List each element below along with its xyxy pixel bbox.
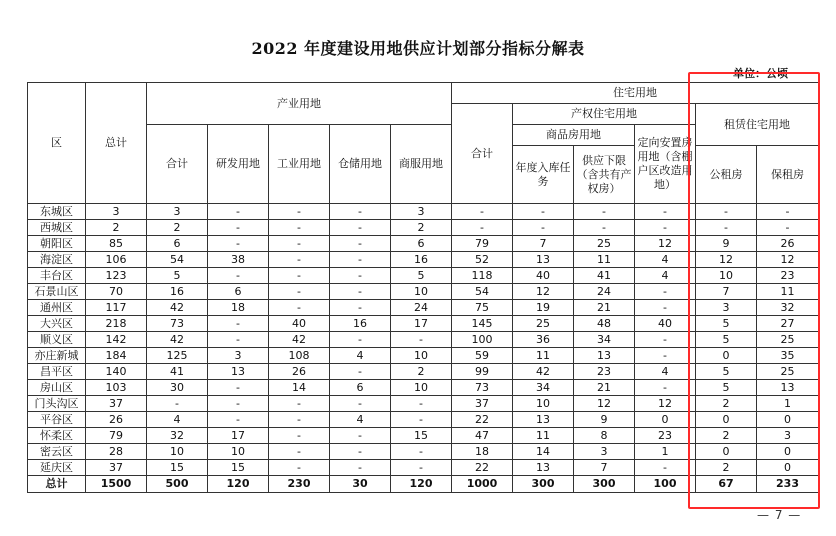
cell-factory: - [269, 236, 330, 252]
cell-annual-task: 300 [513, 476, 574, 493]
cell-resettlement: 4 [635, 252, 696, 268]
cell-storage: - [330, 236, 391, 252]
header-residential: 住宅用地 [452, 83, 819, 104]
cell-total: 142 [86, 332, 147, 348]
cell-factory: - [269, 220, 330, 236]
table-row [28, 332, 819, 348]
cell-factory: - [269, 396, 330, 412]
cell-affordable-rental: 23 [757, 268, 819, 284]
cell-factory: - [269, 300, 330, 316]
header-district: 区 [28, 83, 86, 204]
cell-ind-subtotal: 54 [147, 252, 208, 268]
cell-commercial: - [391, 332, 452, 348]
table-body [28, 204, 819, 493]
cell-district: 昌平区 [28, 364, 86, 380]
cell-total: 37 [86, 396, 147, 412]
cell-ind-subtotal: 32 [147, 428, 208, 444]
cell-total: 2 [86, 220, 147, 236]
cell-storage: - [330, 460, 391, 476]
cell-affordable-rental: 27 [757, 316, 819, 332]
cell-storage: 16 [330, 316, 391, 332]
cell-res-subtotal: 118 [452, 268, 513, 284]
header-affordable-rental: 保租房 [757, 146, 819, 204]
cell-annual-task: - [513, 204, 574, 220]
cell-supply-limit: 21 [574, 380, 635, 396]
cell-annual-task: 13 [513, 460, 574, 476]
land-supply-table [27, 82, 819, 493]
cell-resettlement: 12 [635, 236, 696, 252]
header-factory: 工业用地 [269, 125, 330, 204]
cell-factory: 26 [269, 364, 330, 380]
cell-district: 顺义区 [28, 332, 86, 348]
cell-affordable-rental: - [757, 204, 819, 220]
cell-commercial: 24 [391, 300, 452, 316]
table-row [28, 284, 819, 300]
cell-ind-subtotal: 10 [147, 444, 208, 460]
cell-annual-task: 11 [513, 348, 574, 364]
cell-ind-subtotal: 42 [147, 332, 208, 348]
cell-district: 海淀区 [28, 252, 86, 268]
cell-res-subtotal: 37 [452, 396, 513, 412]
cell-rd: 13 [208, 364, 269, 380]
cell-supply-limit: 21 [574, 300, 635, 316]
cell-res-subtotal: 1000 [452, 476, 513, 493]
cell-total: 79 [86, 428, 147, 444]
cell-annual-task: 36 [513, 332, 574, 348]
cell-storage: - [330, 284, 391, 300]
cell-affordable-rental: 25 [757, 332, 819, 348]
cell-ind-subtotal: 42 [147, 300, 208, 316]
cell-total: 26 [86, 412, 147, 428]
cell-rd: 17 [208, 428, 269, 444]
cell-factory: 40 [269, 316, 330, 332]
cell-storage: 4 [330, 348, 391, 364]
cell-district: 门头沟区 [28, 396, 86, 412]
cell-factory: - [269, 428, 330, 444]
cell-ind-subtotal: 6 [147, 236, 208, 252]
cell-district: 平谷区 [28, 412, 86, 428]
cell-affordable-rental: 1 [757, 396, 819, 412]
header-commodity: 商品房用地 [513, 125, 635, 146]
cell-annual-task: 19 [513, 300, 574, 316]
cell-annual-task: 12 [513, 284, 574, 300]
cell-public-rental: 5 [696, 364, 757, 380]
cell-public-rental: 5 [696, 316, 757, 332]
table-row [28, 300, 819, 316]
cell-factory: - [269, 412, 330, 428]
cell-district: 怀柔区 [28, 428, 86, 444]
table-row [28, 268, 819, 284]
table-row [28, 220, 819, 236]
cell-annual-task: 10 [513, 396, 574, 412]
cell-res-subtotal: 18 [452, 444, 513, 460]
cell-total: 103 [86, 380, 147, 396]
cell-district: 亦庄新城 [28, 348, 86, 364]
table-row [28, 252, 819, 268]
cell-commercial: 2 [391, 220, 452, 236]
cell-supply-limit: - [574, 220, 635, 236]
cell-total: 28 [86, 444, 147, 460]
cell-annual-task: 13 [513, 412, 574, 428]
cell-res-subtotal: 52 [452, 252, 513, 268]
header-rental: 租赁住宅用地 [696, 104, 819, 146]
cell-annual-task: 13 [513, 252, 574, 268]
cell-factory: - [269, 284, 330, 300]
cell-commercial: 10 [391, 284, 452, 300]
cell-rd: 120 [208, 476, 269, 493]
cell-resettlement: 4 [635, 268, 696, 284]
header-resettlement: 定向安置房用地（含棚户区改造用地） [635, 125, 696, 204]
cell-res-subtotal: - [452, 220, 513, 236]
cell-affordable-rental: 12 [757, 252, 819, 268]
cell-public-rental: 3 [696, 300, 757, 316]
header-public-rental: 公租房 [696, 146, 757, 204]
cell-public-rental: - [696, 204, 757, 220]
table-row [28, 396, 819, 412]
header-commercial: 商服用地 [391, 125, 452, 204]
cell-supply-limit: 41 [574, 268, 635, 284]
cell-storage: 4 [330, 412, 391, 428]
cell-res-subtotal: 59 [452, 348, 513, 364]
cell-public-rental: 9 [696, 236, 757, 252]
table-row [28, 236, 819, 252]
cell-affordable-rental: 0 [757, 444, 819, 460]
cell-public-rental: 2 [696, 460, 757, 476]
cell-rd: 3 [208, 348, 269, 364]
cell-annual-task: 11 [513, 428, 574, 444]
cell-public-rental: 5 [696, 332, 757, 348]
cell-ind-subtotal: 5 [147, 268, 208, 284]
cell-storage: - [330, 268, 391, 284]
header-industrial: 产业用地 [147, 83, 452, 125]
cell-public-rental: 0 [696, 348, 757, 364]
cell-total: 117 [86, 300, 147, 316]
cell-commercial: - [391, 396, 452, 412]
cell-resettlement: 4 [635, 364, 696, 380]
cell-resettlement: - [635, 204, 696, 220]
cell-commercial: 2 [391, 364, 452, 380]
cell-resettlement: 1 [635, 444, 696, 460]
header-property-rights: 产权住宅用地 [513, 104, 696, 125]
cell-ind-subtotal: 4 [147, 412, 208, 428]
cell-res-subtotal: 79 [452, 236, 513, 252]
cell-supply-limit: 24 [574, 284, 635, 300]
cell-factory: - [269, 268, 330, 284]
table-row [28, 364, 819, 380]
cell-rd: - [208, 220, 269, 236]
cell-commercial: 10 [391, 348, 452, 364]
cell-total: 123 [86, 268, 147, 284]
cell-total: 85 [86, 236, 147, 252]
cell-res-subtotal: 145 [452, 316, 513, 332]
cell-ind-subtotal: 500 [147, 476, 208, 493]
cell-annual-task: 40 [513, 268, 574, 284]
cell-resettlement: 40 [635, 316, 696, 332]
cell-resettlement: - [635, 460, 696, 476]
cell-res-subtotal: 54 [452, 284, 513, 300]
cell-supply-limit: 9 [574, 412, 635, 428]
cell-rd: 38 [208, 252, 269, 268]
cell-supply-limit: 13 [574, 348, 635, 364]
cell-resettlement: - [635, 348, 696, 364]
page-title: 2022 年度建设用地供应计划部分指标分解表 [251, 39, 585, 58]
cell-public-rental: 0 [696, 444, 757, 460]
cell-annual-task: 34 [513, 380, 574, 396]
table-row [28, 476, 819, 493]
cell-storage: 30 [330, 476, 391, 493]
cell-resettlement: - [635, 220, 696, 236]
cell-supply-limit: 300 [574, 476, 635, 493]
cell-supply-limit: 12 [574, 396, 635, 412]
cell-res-subtotal: 73 [452, 380, 513, 396]
cell-commercial: 16 [391, 252, 452, 268]
cell-district: 密云区 [28, 444, 86, 460]
cell-rd: 18 [208, 300, 269, 316]
cell-rd: - [208, 412, 269, 428]
cell-supply-limit: 25 [574, 236, 635, 252]
cell-res-subtotal: - [452, 204, 513, 220]
cell-total: 106 [86, 252, 147, 268]
cell-total: 3 [86, 204, 147, 220]
cell-factory: - [269, 252, 330, 268]
cell-total: 70 [86, 284, 147, 300]
cell-commercial: 5 [391, 268, 452, 284]
cell-storage: - [330, 444, 391, 460]
cell-affordable-rental: 11 [757, 284, 819, 300]
cell-district: 房山区 [28, 380, 86, 396]
cell-resettlement: - [635, 300, 696, 316]
header-storage: 仓储用地 [330, 125, 391, 204]
table-row [28, 460, 819, 476]
cell-res-subtotal: 75 [452, 300, 513, 316]
cell-affordable-rental: 13 [757, 380, 819, 396]
cell-public-rental: 12 [696, 252, 757, 268]
cell-storage: - [330, 204, 391, 220]
cell-rd: 6 [208, 284, 269, 300]
cell-commercial: 3 [391, 204, 452, 220]
cell-resettlement: 100 [635, 476, 696, 493]
cell-supply-limit: 23 [574, 364, 635, 380]
cell-public-rental: 10 [696, 268, 757, 284]
cell-rd: - [208, 380, 269, 396]
cell-commercial: - [391, 412, 452, 428]
cell-commercial: 15 [391, 428, 452, 444]
header-supply-limit: 供应下限（含共有产权房） [574, 146, 635, 204]
table-row [28, 348, 819, 364]
cell-factory: 108 [269, 348, 330, 364]
cell-total: 218 [86, 316, 147, 332]
cell-public-rental: 2 [696, 396, 757, 412]
cell-public-rental: 7 [696, 284, 757, 300]
cell-ind-subtotal: 2 [147, 220, 208, 236]
header-res-subtotal: 合计 [452, 104, 513, 204]
cell-factory: - [269, 204, 330, 220]
cell-supply-limit: 3 [574, 444, 635, 460]
cell-district: 丰台区 [28, 268, 86, 284]
cell-district: 东城区 [28, 204, 86, 220]
cell-supply-limit: 48 [574, 316, 635, 332]
cell-district: 石景山区 [28, 284, 86, 300]
cell-district: 大兴区 [28, 316, 86, 332]
cell-district: 朝阳区 [28, 236, 86, 252]
cell-storage: - [330, 300, 391, 316]
cell-res-subtotal: 22 [452, 412, 513, 428]
cell-factory: - [269, 444, 330, 460]
cell-annual-task: 42 [513, 364, 574, 380]
cell-affordable-rental: - [757, 220, 819, 236]
cell-public-rental: 0 [696, 412, 757, 428]
cell-affordable-rental: 26 [757, 236, 819, 252]
cell-storage: 6 [330, 380, 391, 396]
cell-affordable-rental: 3 [757, 428, 819, 444]
cell-factory: 42 [269, 332, 330, 348]
cell-storage: - [330, 364, 391, 380]
cell-annual-task: 14 [513, 444, 574, 460]
cell-commercial: - [391, 460, 452, 476]
cell-rd: - [208, 332, 269, 348]
cell-ind-subtotal: 30 [147, 380, 208, 396]
cell-total: 1500 [86, 476, 147, 493]
cell-district: 延庆区 [28, 460, 86, 476]
cell-resettlement: 23 [635, 428, 696, 444]
header-total: 总计 [86, 83, 147, 204]
header-annual-task: 年度入库任务 [513, 146, 574, 204]
unit-label: 单位：公顷 [733, 67, 788, 80]
table-row [28, 316, 819, 332]
cell-public-rental: - [696, 220, 757, 236]
cell-commercial: 10 [391, 380, 452, 396]
cell-district: 总计 [28, 476, 86, 493]
cell-rd: 10 [208, 444, 269, 460]
cell-ind-subtotal: - [147, 396, 208, 412]
cell-public-rental: 2 [696, 428, 757, 444]
cell-storage: - [330, 396, 391, 412]
cell-commercial: 120 [391, 476, 452, 493]
cell-affordable-rental: 0 [757, 412, 819, 428]
cell-district: 西城区 [28, 220, 86, 236]
cell-ind-subtotal: 15 [147, 460, 208, 476]
cell-factory: 230 [269, 476, 330, 493]
cell-res-subtotal: 99 [452, 364, 513, 380]
cell-supply-limit: 8 [574, 428, 635, 444]
cell-storage: - [330, 252, 391, 268]
cell-total: 140 [86, 364, 147, 380]
cell-resettlement: - [635, 332, 696, 348]
table-row [28, 204, 819, 220]
cell-ind-subtotal: 73 [147, 316, 208, 332]
cell-affordable-rental: 25 [757, 364, 819, 380]
cell-annual-task: 7 [513, 236, 574, 252]
cell-factory: - [269, 460, 330, 476]
cell-rd: - [208, 268, 269, 284]
cell-ind-subtotal: 125 [147, 348, 208, 364]
cell-res-subtotal: 100 [452, 332, 513, 348]
cell-res-subtotal: 47 [452, 428, 513, 444]
header-rd: 研发用地 [208, 125, 269, 204]
cell-affordable-rental: 35 [757, 348, 819, 364]
cell-annual-task: - [513, 220, 574, 236]
cell-resettlement: - [635, 284, 696, 300]
cell-storage: - [330, 220, 391, 236]
cell-resettlement: 12 [635, 396, 696, 412]
cell-total: 37 [86, 460, 147, 476]
page-number: — 7 — [757, 508, 802, 522]
cell-resettlement: 0 [635, 412, 696, 428]
cell-rd: - [208, 236, 269, 252]
cell-affordable-rental: 233 [757, 476, 819, 493]
cell-rd: - [208, 316, 269, 332]
cell-rd: - [208, 204, 269, 220]
cell-annual-task: 25 [513, 316, 574, 332]
cell-public-rental: 5 [696, 380, 757, 396]
cell-ind-subtotal: 16 [147, 284, 208, 300]
cell-resettlement: - [635, 380, 696, 396]
cell-public-rental: 67 [696, 476, 757, 493]
cell-supply-limit: 7 [574, 460, 635, 476]
cell-ind-subtotal: 41 [147, 364, 208, 380]
cell-affordable-rental: 32 [757, 300, 819, 316]
cell-supply-limit: - [574, 204, 635, 220]
cell-commercial: 17 [391, 316, 452, 332]
table-row [28, 412, 819, 428]
table-row [28, 444, 819, 460]
cell-affordable-rental: 0 [757, 460, 819, 476]
table-row [28, 428, 819, 444]
cell-supply-limit: 34 [574, 332, 635, 348]
header-ind-subtotal: 合计 [147, 125, 208, 204]
cell-factory: 14 [269, 380, 330, 396]
cell-res-subtotal: 22 [452, 460, 513, 476]
cell-rd: - [208, 396, 269, 412]
cell-total: 184 [86, 348, 147, 364]
cell-commercial: 6 [391, 236, 452, 252]
cell-storage: - [330, 332, 391, 348]
cell-supply-limit: 11 [574, 252, 635, 268]
cell-commercial: - [391, 444, 452, 460]
cell-ind-subtotal: 3 [147, 204, 208, 220]
cell-storage: - [330, 428, 391, 444]
cell-district: 通州区 [28, 300, 86, 316]
cell-rd: 15 [208, 460, 269, 476]
table-row [28, 380, 819, 396]
